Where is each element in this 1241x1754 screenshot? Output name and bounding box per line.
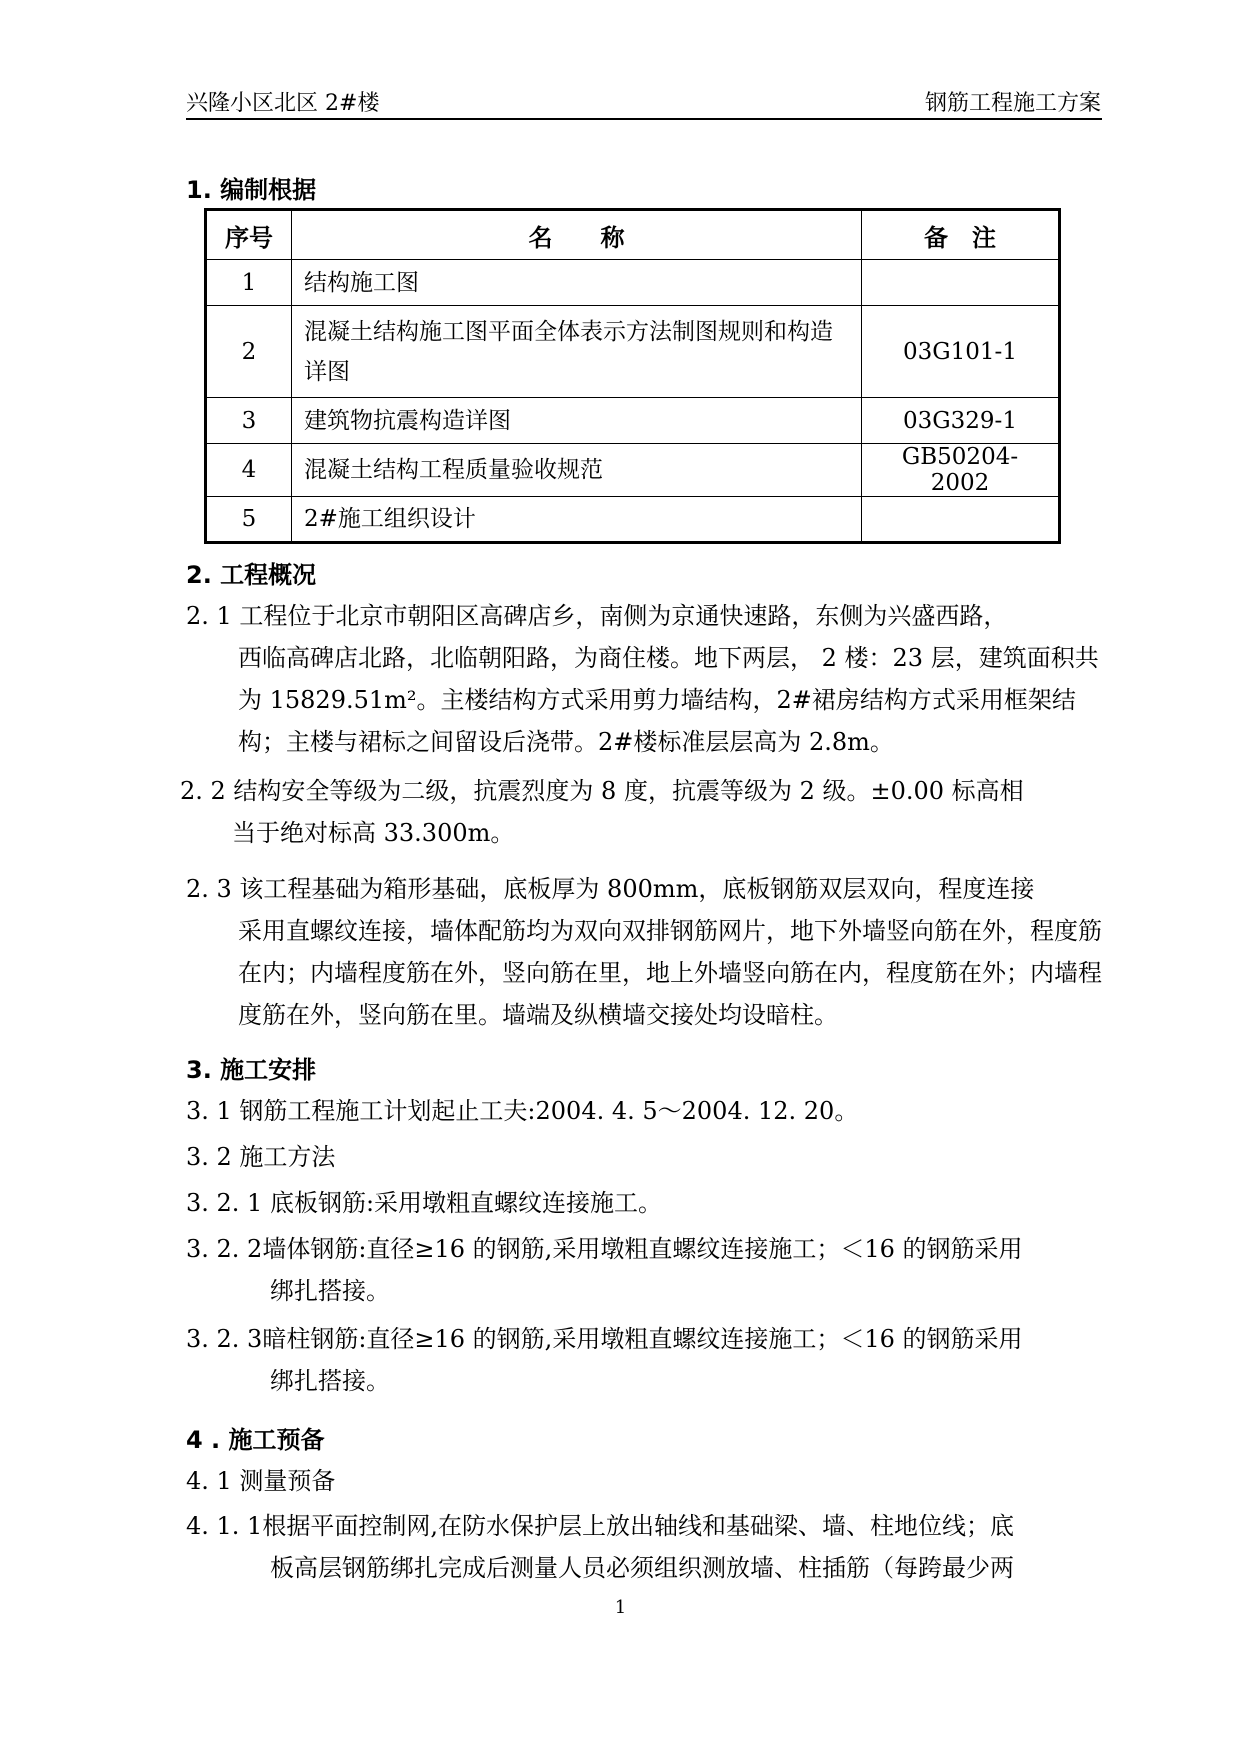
row-name: 2#施工组织设计: [292, 497, 862, 543]
row-note: 03G329-1: [862, 398, 1060, 444]
row-note: [862, 497, 1060, 543]
header-no: 序号: [206, 210, 292, 260]
row-no: 5: [206, 497, 292, 543]
paragraph-first-line: 2. 2 结构安全等级为二级，抗震烈度为 8 度，抗震等级为 2 级。±0.00 标高相: [180, 777, 1024, 805]
paragraph-first-line: 4. 1. 1根据平面控制网,在防水保护层上放出轴线和基础梁、墙、柱地位线；底: [186, 1512, 1014, 1540]
paragraph-continuation: 当于绝对标高 33.300m。: [232, 819, 515, 847]
header-left: 兴隆小区北区 2#楼: [186, 91, 380, 116]
line-3-1: 3. 1 钢筋工程施工计划起止工夫:2004. 4. 5～2004. 12. 20。: [186, 1097, 859, 1125]
paragraph-continuation: 绑扎搭接。: [270, 1367, 390, 1395]
section-1-title: 1. 编制根据: [186, 176, 317, 204]
header-rule: [186, 118, 1102, 120]
line-4-1: 4. 1 测量预备: [186, 1467, 336, 1495]
header-name: 名 称: [292, 210, 862, 260]
page-number: 1: [614, 1597, 627, 1618]
row-name: 混凝土结构工程质量验收规范: [292, 444, 862, 497]
paragraph-2-3: [186, 868, 1106, 1036]
row-no: 3: [206, 398, 292, 444]
paragraph-continuation: 板高层钢筋绑扎完成后测量人员必须组织测放墙、柱插筋（每跨最少两: [270, 1554, 1014, 1582]
line-3-2-1: 3. 2. 1 底板钢筋:采用墩粗直螺纹连接施工。: [186, 1189, 663, 1217]
paragraph-continuation: 西临高碑店北路，北临朝阳路，为商住楼。地下两层， 2 楼：23 层，建筑面积共为 15829.51m²。主楼结构方式采用剪力墙结构，2#裙房结构方式采用框架结构；主楼与裙标之间留设后浇带。2#楼标准层层高为 2.8m。: [238, 644, 1099, 756]
table-row: [206, 260, 1060, 306]
table-header-row: [206, 210, 1060, 260]
row-note: GB50204-2002: [862, 444, 1060, 497]
row-no: 1: [206, 260, 292, 306]
row-note: [862, 260, 1060, 306]
paragraph-first-line: 2. 3 该工程基础为箱形基础，底板厚为 800mm，底板钢筋双层双向，程度连接: [186, 875, 1035, 903]
paragraph-continuation: 绑扎搭接。: [270, 1277, 390, 1305]
table-row: [206, 398, 1060, 444]
table-row: [206, 497, 1060, 543]
paragraph-2-2: [180, 770, 1100, 854]
table-row: [206, 444, 1060, 497]
reference-table: [204, 208, 1061, 544]
header-right: 钢筋工程施工方案: [924, 91, 1101, 116]
row-no: 2: [206, 306, 292, 398]
paragraph-first-line: 3. 2. 2墙体钢筋:直径≥16 的钢筋,采用墩粗直螺纹连接施工；＜16 的钢筋采用: [186, 1235, 1023, 1263]
paragraph-3-2-3: [186, 1318, 1106, 1402]
line-3-2: 3. 2 施工方法: [186, 1143, 336, 1171]
row-name: 建筑物抗震构造详图: [292, 398, 862, 444]
paragraph-3-2-2: [186, 1228, 1106, 1312]
section-4-title: 4 . 施工预备: [186, 1426, 325, 1454]
row-name: 混凝土结构施工图平面全体表示方法制图规则和构造详图: [292, 306, 862, 398]
paragraph-4-1-1: [186, 1505, 1106, 1589]
section-2-title: 2. 工程概况: [186, 561, 317, 589]
paragraph-first-line: 2. 1 工程位于北京市朝阳区高碑店乡，南侧为京通快速路，东侧为兴盛西路，: [186, 602, 1008, 630]
table-row: [206, 306, 1060, 398]
header-note: 备 注: [862, 210, 1060, 260]
section-3-title: 3. 施工安排: [186, 1056, 317, 1084]
row-name: 结构施工图: [292, 260, 862, 306]
paragraph-2-1: [186, 595, 1106, 763]
paragraph-first-line: 3. 2. 3暗柱钢筋:直径≥16 的钢筋,采用墩粗直螺纹连接施工；＜16 的钢筋采用: [186, 1325, 1023, 1353]
row-no: 4: [206, 444, 292, 497]
row-note: 03G101-1: [862, 306, 1060, 398]
paragraph-continuation: 采用直螺纹连接，墙体配筋均为双向双排钢筋网片，地下外墙竖向筋在外，程度筋在内；内墙程度筋在外，竖向筋在里，地上外墙竖向筋在内，程度筋在外；内墙程度筋在外，竖向筋在里。墙端及纵横墙交接处均设暗柱。: [238, 917, 1102, 1029]
